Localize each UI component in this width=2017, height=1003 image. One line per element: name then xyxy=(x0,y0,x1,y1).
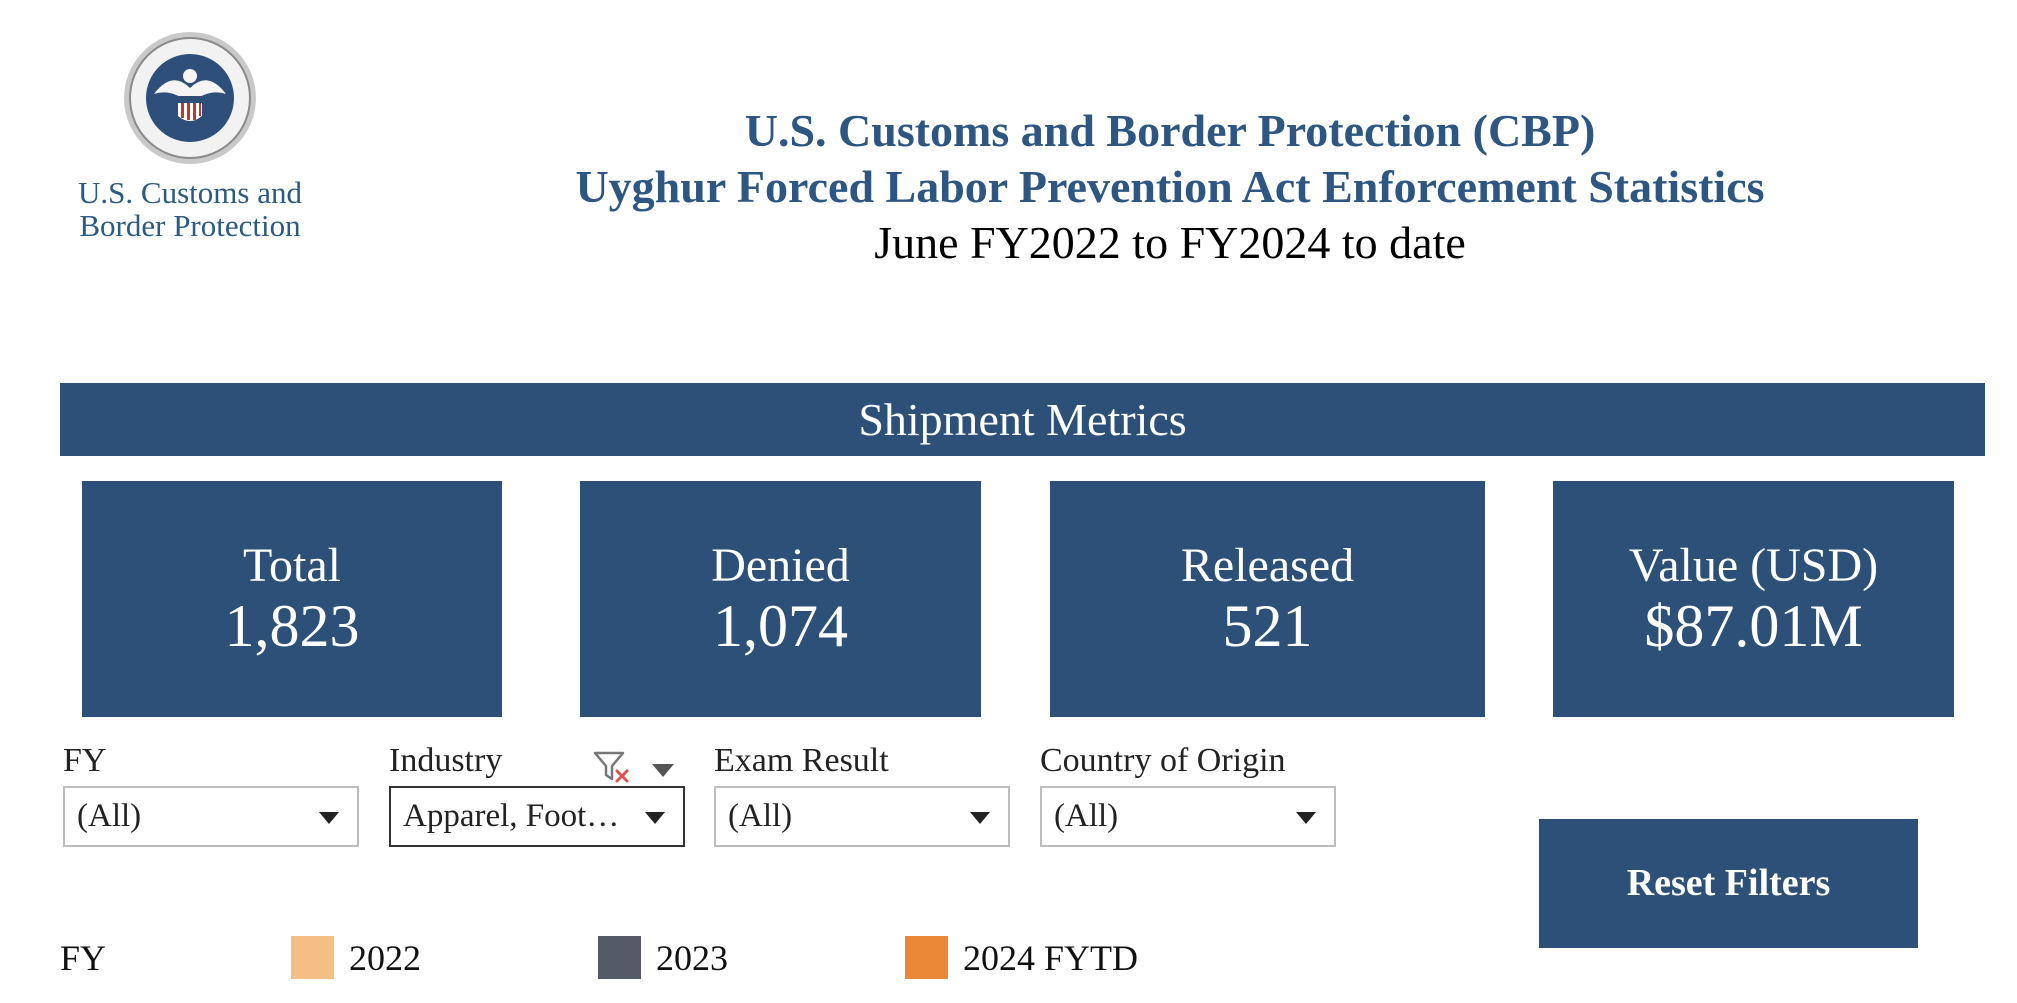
shipment-metrics-banner: Shipment Metrics xyxy=(60,383,1985,456)
fy-dropdown[interactable] xyxy=(63,786,359,847)
dropdown-value: (All) xyxy=(1054,798,1119,834)
kpi-value: 521 xyxy=(1222,593,1313,659)
page-title-line2: Uyghur Forced Labor Prevention Act Enforcement Statistics xyxy=(575,161,1765,212)
dropdown-menu-icon[interactable] xyxy=(652,764,674,777)
kpi-label: Total xyxy=(243,539,341,592)
cbp-seal-icon xyxy=(122,30,258,166)
legend-label: 2022 xyxy=(349,938,421,978)
kpi-value: 1,074 xyxy=(713,593,848,659)
country-of-origin-dropdown[interactable] xyxy=(1040,786,1336,847)
reset-filters-button[interactable]: Reset Filters xyxy=(1539,819,1918,948)
kpi-value: 1,823 xyxy=(224,593,360,659)
kpi-label: Denied xyxy=(711,539,850,592)
kpi-label: Value (USD) xyxy=(1628,539,1879,592)
legend-swatch xyxy=(905,936,948,979)
logo-text-line1: U.S. Customs and xyxy=(78,175,302,210)
filter-country-of-origin xyxy=(1040,740,1336,847)
logo-text-line2: Border Protection xyxy=(79,208,301,243)
kpi-value-usd-card xyxy=(1553,481,1954,717)
filter-fy xyxy=(63,740,359,847)
page-header xyxy=(340,103,2000,271)
dropdown-value: (All) xyxy=(728,798,793,834)
filter-label: Exam Result xyxy=(714,742,889,779)
page-subtitle: June FY2022 to FY2024 to date xyxy=(874,217,1466,268)
chevron-down-icon xyxy=(645,812,665,824)
cbp-logo xyxy=(60,30,320,242)
filter-label: FY xyxy=(63,742,107,779)
legend-label: 2023 xyxy=(656,938,728,978)
filter-industry xyxy=(389,740,685,847)
kpi-released-card xyxy=(1050,481,1485,717)
filter-label: Country of Origin xyxy=(1040,742,1286,779)
kpi-denied-card xyxy=(580,481,981,717)
legend-swatch xyxy=(598,936,641,979)
kpi-total-card xyxy=(82,481,502,717)
chevron-down-icon xyxy=(319,812,339,824)
legend-title: FY xyxy=(60,938,107,978)
dropdown-value: Apparel, Foot… xyxy=(403,798,620,834)
kpi-label: Released xyxy=(1180,539,1355,592)
legend-swatch xyxy=(291,936,334,979)
clear-filter-icon[interactable] xyxy=(593,749,633,785)
chevron-down-icon xyxy=(1296,812,1316,824)
page-title: U.S. Customs and Border Protection (CBP) xyxy=(744,105,1596,156)
exam-result-dropdown[interactable] xyxy=(714,786,1010,847)
kpi-value: $87.01M xyxy=(1644,593,1863,659)
legend-label: 2024 FYTD xyxy=(963,938,1139,978)
chevron-down-icon xyxy=(970,812,990,824)
industry-dropdown[interactable] xyxy=(389,786,685,847)
filter-exam-result xyxy=(714,740,1010,847)
dropdown-value: (All) xyxy=(77,798,142,834)
filter-label: Industry xyxy=(389,742,503,779)
